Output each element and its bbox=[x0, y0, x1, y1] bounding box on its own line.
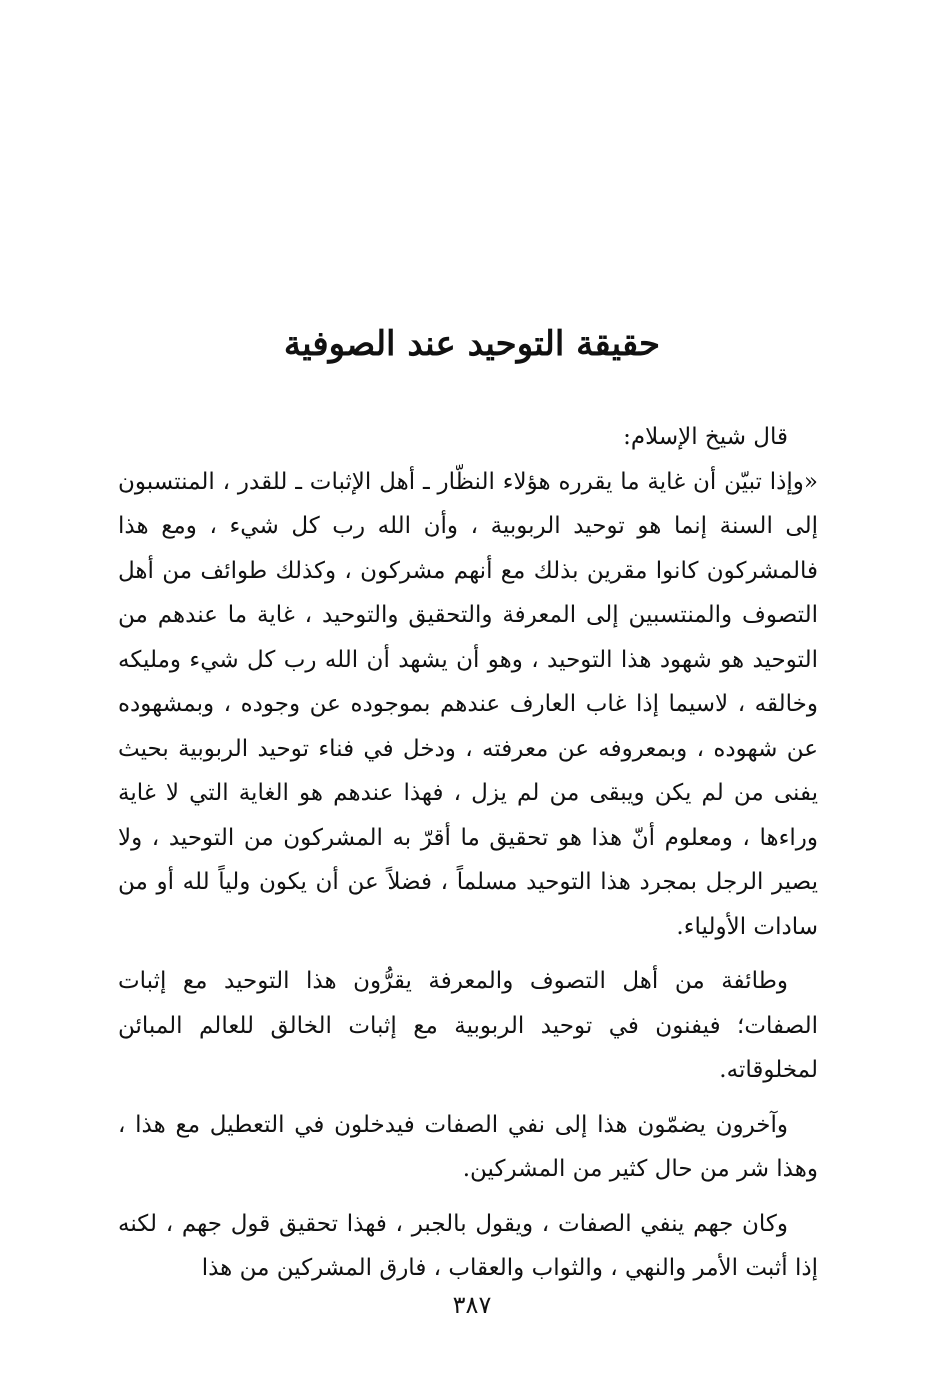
body-text bbox=[118, 415, 818, 1291]
paragraph-jahm: وكان جهم ينفي الصفات ، ويقول بالجبر ، فهذا تحقيق قول جهم ، لكنه إذا أثبت الأمر والنهي ، والثواب والعقاب ، فارق المشركين من هذا bbox=[118, 1210, 818, 1281]
paragraph-sufi-attributes: وطائفة من أهل التصوف والمعرفة يقرُّون هذا التوحيد مع إثبات الصفات؛ فيفنون في توحيد الربوبية مع إثبات الخالق للعالم المبائن لمخلوقاته. bbox=[118, 968, 818, 1083]
page-title: حقيقة التوحيد عند الصوفية bbox=[283, 324, 661, 364]
paragraph-negation: وآخرون يضمّون هذا إلى نفي الصفات فيدخلون في التعطيل مع هذا ، وهذا شر من حال كثير من المشركين. bbox=[118, 1111, 818, 1182]
paragraph-quote: «وإذا تبيّن أن غاية ما يقرره هؤلاء النظّار ـ أهل الإثبات ـ للقدر ، المنتسبون إلى السنة إنما هو توحيد الربوبية ، وأن الله رب كل شيء ، ومع هذا فالمشركون كانوا مقرين بذلك مع أنهم مشركون ، وكذلك طوائف من أهل التصوف والمنتسبين إلى المعرفة والتحقيق والتوحيد ، غاية ما عندهم من التوحيد هو شهود هذا التوحيد ، وهو أن يشهد أن الله رب كل شيء ومليكه وخالقه ، لاسيما إذا غاب العارف عندهم بموجوده عن وجوده ، وبمشهوده عن شهوده ، وبمعروفه عن معرفته ، ودخل في فناء توحيد الربوبية بحيث يفنى من لم يكن ويبقى من لم يزل ، فهذا عندهم هو الغاية التي لا غاية وراءها ، ومعلوم أنّ هذا هو تحقيق ما أقرّ به المشركون من التوحيد ، ولا يصير الرجل بمجرد هذا التوحيد مسلماً ، فضلاً عن أن يكون ولياً لله أو من سادات الأولياء. bbox=[118, 468, 818, 940]
paragraph-intro: قال شيخ الإسلام: bbox=[623, 424, 788, 450]
page-number: ٣٨٧ bbox=[452, 1291, 492, 1319]
